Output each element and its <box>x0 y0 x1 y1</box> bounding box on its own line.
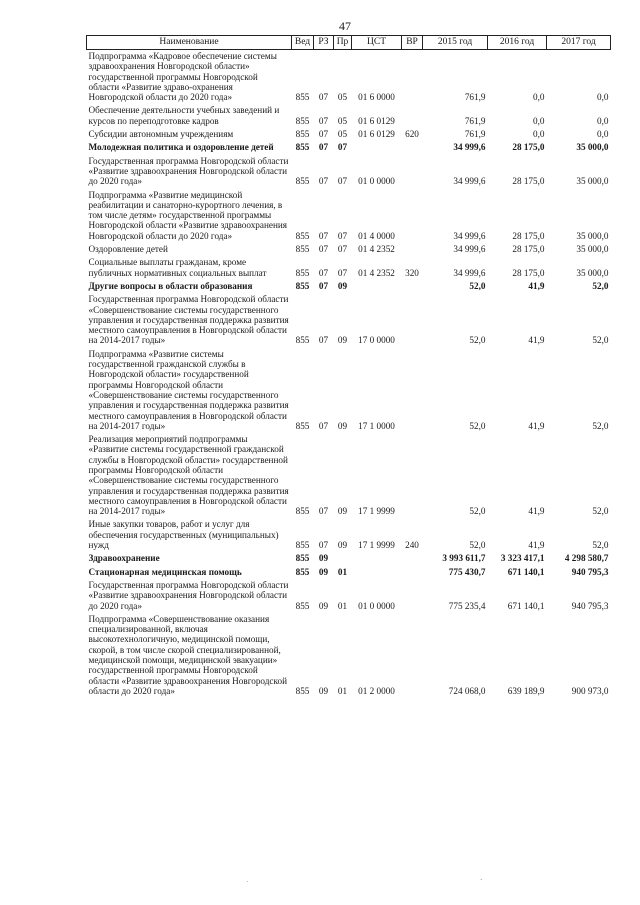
row-pr: 07 <box>337 230 348 241</box>
row-2017: 0,0 <box>597 115 609 126</box>
row-cst: 17 1 0000 <box>358 420 395 431</box>
row-pr: 05 <box>337 115 348 126</box>
row-vr <box>402 141 423 154</box>
row-ved: 855 <box>295 506 310 517</box>
table-row <box>87 243 611 256</box>
table-row <box>87 293 611 347</box>
row-name: Здравоохранение <box>88 553 160 564</box>
row-pr: 09 <box>337 280 348 291</box>
row-vr <box>402 552 423 565</box>
row-2016: 3 323 417,1 <box>500 553 545 564</box>
row-2017: 0,0 <box>597 92 609 103</box>
row-name: Подпрограмма «Развитие системы государственной гражданской службы в Новгородской области» государственной программы Новгородской области «Совершенствование системы государственного управления и государственная поддержка развития местного самоуправления в Новгородской области на 2014-2017 годы» <box>88 348 289 431</box>
row-ved: 855 <box>295 280 310 291</box>
row-pr <box>334 552 352 565</box>
row-rz: 09 <box>318 553 329 564</box>
row-2017: 35 000,0 <box>576 244 609 255</box>
table-row <box>87 579 611 613</box>
row-ved: 855 <box>295 553 310 564</box>
row-2016: 639 189,9 <box>507 685 545 696</box>
row-ved: 855 <box>295 230 310 241</box>
row-2017: 35 000,0 <box>576 230 609 241</box>
row-pr: 09 <box>337 540 348 551</box>
row-ved: 855 <box>295 115 310 126</box>
row-rz: 09 <box>318 685 329 696</box>
scan-mark: ˙ <box>246 880 249 888</box>
table-row <box>87 256 611 280</box>
row-cst: 01 0 0000 <box>358 600 395 611</box>
row-2015: 34 999,6 <box>453 244 486 255</box>
row-2015: 775 235,4 <box>448 600 486 611</box>
row-2016: 28 175,0 <box>512 176 545 187</box>
row-2017: 52,0 <box>592 506 609 517</box>
row-name: Иные закупки товаров, работ и услуг для обеспечения государственных (муниципальных) нужд <box>88 519 279 551</box>
table-row <box>87 566 611 579</box>
row-2017: 52,0 <box>592 540 609 551</box>
row-pr: 07 <box>337 176 348 187</box>
row-2015: 52,0 <box>469 280 486 291</box>
row-2016: 28 175,0 <box>512 230 545 241</box>
row-vr <box>402 189 423 243</box>
column-header-rz: РЗ <box>314 36 334 50</box>
row-pr: 05 <box>337 92 348 103</box>
column-header-name: Наименование <box>87 36 292 50</box>
page-number: 47 <box>339 19 351 33</box>
row-pr: 09 <box>337 420 348 431</box>
row-2017: 900 973,0 <box>571 685 609 696</box>
table-row <box>87 280 611 293</box>
row-2015: 775 430,7 <box>448 566 486 577</box>
row-pr: 07 <box>337 267 348 278</box>
row-2016: 41,9 <box>528 420 545 431</box>
row-rz: 07 <box>318 115 329 126</box>
row-pr: 05 <box>337 129 348 140</box>
row-2017: 940 795,3 <box>571 600 609 611</box>
row-rz: 09 <box>318 600 329 611</box>
row-2015: 52,0 <box>469 506 486 517</box>
row-2015: 34 999,6 <box>453 176 486 187</box>
row-2015: 724 068,0 <box>448 685 486 696</box>
column-header-2016: 2016 год <box>488 36 547 50</box>
row-rz: 07 <box>318 280 329 291</box>
row-vr <box>402 566 423 579</box>
row-2015: 34 999,6 <box>453 230 486 241</box>
row-name: Субсидии автономным учреждениям <box>88 129 234 140</box>
row-name: Молодежная политика и оздоровление детей <box>88 142 274 153</box>
row-ved: 855 <box>295 685 310 696</box>
row-2016: 41,9 <box>528 335 545 346</box>
row-ved: 855 <box>295 244 310 255</box>
row-cst: 17 1 9999 <box>358 540 395 551</box>
table-row <box>87 104 611 128</box>
row-rz: 07 <box>318 244 329 255</box>
row-name: Другие вопросы в области образования <box>88 280 253 291</box>
row-2017: 35 000,0 <box>576 267 609 278</box>
row-2015: 761,9 <box>464 115 486 126</box>
row-name: Государственная программа Новгородской области «Развитие здравоохранения Новгородской области до 2020 года» <box>88 155 289 187</box>
row-pr: 07 <box>337 244 348 255</box>
table-row <box>87 348 611 433</box>
row-rz: 07 <box>318 420 329 431</box>
row-2017: 35 000,0 <box>576 142 609 153</box>
row-cst <box>352 141 402 154</box>
row-rz: 07 <box>318 176 329 187</box>
row-pr: 09 <box>337 506 348 517</box>
table-row <box>87 128 611 141</box>
row-cst: 01 4 2352 <box>358 267 395 278</box>
row-vr: 240 <box>405 540 419 551</box>
column-header-2017: 2017 год <box>547 36 611 50</box>
row-name: Подпрограмма «Развитие медицинской реабилитации и санаторно-курортного лечения, в том числе детям» государственной программы Новгородской области «Развитие здравоохранения Новгородской области до 2020 года» <box>88 189 288 241</box>
row-2016: 28 175,0 <box>512 244 545 255</box>
row-vr <box>402 280 423 293</box>
row-2015: 52,0 <box>469 420 486 431</box>
column-header-2015: 2015 год <box>423 36 488 50</box>
row-rz: 07 <box>318 129 329 140</box>
row-ved: 855 <box>295 142 310 153</box>
row-pr: 01 <box>337 685 348 696</box>
row-2016: 0,0 <box>533 115 545 126</box>
table-row <box>87 155 611 189</box>
row-name: Стационарная медицинская помощь <box>88 566 242 577</box>
row-cst: 01 6 0129 <box>358 115 395 126</box>
row-cst: 01 4 2352 <box>358 244 395 255</box>
row-name: Реализация мероприятий подпрограммы «Развитие системы государственной гражданской службы в Новгородской области» государственной программы Новгородской области «Совершенствование системы государственного управления и государственная поддержка развития местного самоуправления в Новгородской области на 2014-2017 годы» <box>88 434 289 517</box>
row-2016: 671 140,1 <box>507 600 545 611</box>
row-ved: 855 <box>295 566 310 577</box>
row-ved: 855 <box>295 92 310 103</box>
column-header-cst: ЦСТ <box>352 36 402 50</box>
row-2015: 34 999,6 <box>453 267 486 278</box>
row-2015: 761,9 <box>464 92 486 103</box>
row-2016: 0,0 <box>533 92 545 103</box>
row-ved: 855 <box>295 335 310 346</box>
table-row <box>87 141 611 154</box>
row-ved: 855 <box>295 600 310 611</box>
row-2015: 3 993 611,7 <box>442 553 486 564</box>
row-pr: 01 <box>337 600 348 611</box>
row-vr: 620 <box>405 129 419 140</box>
row-ved: 855 <box>295 176 310 187</box>
row-2016: 28 175,0 <box>512 267 545 278</box>
row-rz: 07 <box>318 506 329 517</box>
row-vr <box>402 293 423 347</box>
row-cst: 01 2 0000 <box>358 685 395 696</box>
row-cst <box>352 566 402 579</box>
row-vr: 320 <box>405 267 419 278</box>
row-cst: 01 4 0000 <box>358 230 395 241</box>
row-cst: 17 1 9999 <box>358 506 395 517</box>
row-pr: 09 <box>337 335 348 346</box>
row-rz: 09 <box>318 566 329 577</box>
row-2015: 52,0 <box>469 540 486 551</box>
row-cst: 01 6 0000 <box>358 92 395 103</box>
row-rz: 07 <box>318 92 329 103</box>
row-2016: 671 140,1 <box>507 566 545 577</box>
row-vr <box>402 579 423 613</box>
row-ved: 855 <box>295 420 310 431</box>
row-ved: 855 <box>295 129 310 140</box>
row-cst: 01 6 0129 <box>358 129 395 140</box>
row-rz: 07 <box>318 267 329 278</box>
row-2017: 52,0 <box>592 335 609 346</box>
row-2016: 0,0 <box>533 129 545 140</box>
row-vr <box>402 613 423 698</box>
row-rz: 07 <box>318 142 329 153</box>
row-ved: 855 <box>295 540 310 551</box>
row-2016: 41,9 <box>528 280 545 291</box>
row-2016: 41,9 <box>528 540 545 551</box>
row-2016: 28 175,0 <box>512 142 545 153</box>
row-2017: 52,0 <box>592 420 609 431</box>
row-2015: 761,9 <box>464 129 486 140</box>
table-row <box>87 552 611 565</box>
table-row <box>87 613 611 698</box>
row-rz: 07 <box>318 335 329 346</box>
row-rz: 07 <box>318 540 329 551</box>
row-name: Социальные выплаты гражданам, кроме публичных нормативных социальных выплат <box>88 257 267 278</box>
row-rz: 07 <box>318 230 329 241</box>
column-header-pr: Пр <box>334 36 352 50</box>
row-pr: 01 <box>337 566 348 577</box>
column-header-vr: ВР <box>402 36 423 50</box>
row-name: Оздоровление детей <box>88 244 168 255</box>
table-header-row <box>87 36 611 50</box>
row-2017: 940 795,3 <box>571 566 609 577</box>
row-vr <box>402 348 423 433</box>
row-2017: 4 298 580,7 <box>564 553 609 564</box>
row-2015: 52,0 <box>469 335 486 346</box>
row-ved: 855 <box>295 267 310 278</box>
row-cst <box>352 552 402 565</box>
row-vr <box>402 155 423 189</box>
row-name: Государственная программа Новгородской области «Развитие здравоохранения Новгородской области до 2020 года» <box>88 579 289 611</box>
row-name: Обеспечение деятельности учебных заведений и курсов по переподготовке кадров <box>88 105 280 126</box>
row-cst: 17 0 0000 <box>358 335 395 346</box>
budget-table <box>86 35 611 698</box>
table-row <box>87 433 611 518</box>
row-vr <box>402 433 423 518</box>
table-row <box>87 50 611 105</box>
row-name: Подпрограмма «Кадровое обеспечение системы здравоохранения Новгородской области» государственной программы Новгородской области «Развитие здраво-охранения Новгородской области до 2020 года» <box>88 51 277 103</box>
row-2017: 52,0 <box>592 280 609 291</box>
row-vr <box>402 50 423 105</box>
table-body <box>87 50 611 699</box>
row-name: Подпрограмма «Совершенствование оказания специализированной, включая высокотехнологичную, медицинской помощи, скорой, в том числе скорой специализированной, медицинской помощи, медицинской эвакуации» государственной программы Новгородской области «Развитие здравоохранения Новгородской области до 2020 года» <box>88 613 288 696</box>
row-cst: 01 0 0000 <box>358 176 395 187</box>
column-header-ved: Вед <box>292 36 314 50</box>
table-row <box>87 189 611 243</box>
row-name: Государственная программа Новгородской области «Совершенствование системы государственного управления и государственная поддержка развития местного самоуправления в Новгородской области на 2014-2017 годы» <box>88 294 289 346</box>
row-2015: 34 999,6 <box>453 142 486 153</box>
row-vr <box>402 104 423 128</box>
row-vr <box>402 243 423 256</box>
row-2017: 35 000,0 <box>576 176 609 187</box>
row-2016: 41,9 <box>528 506 545 517</box>
row-cst <box>352 280 402 293</box>
table-row <box>87 518 611 552</box>
row-2017: 0,0 <box>597 129 609 140</box>
scan-mark: · <box>480 876 483 884</box>
row-pr: 07 <box>337 142 348 153</box>
